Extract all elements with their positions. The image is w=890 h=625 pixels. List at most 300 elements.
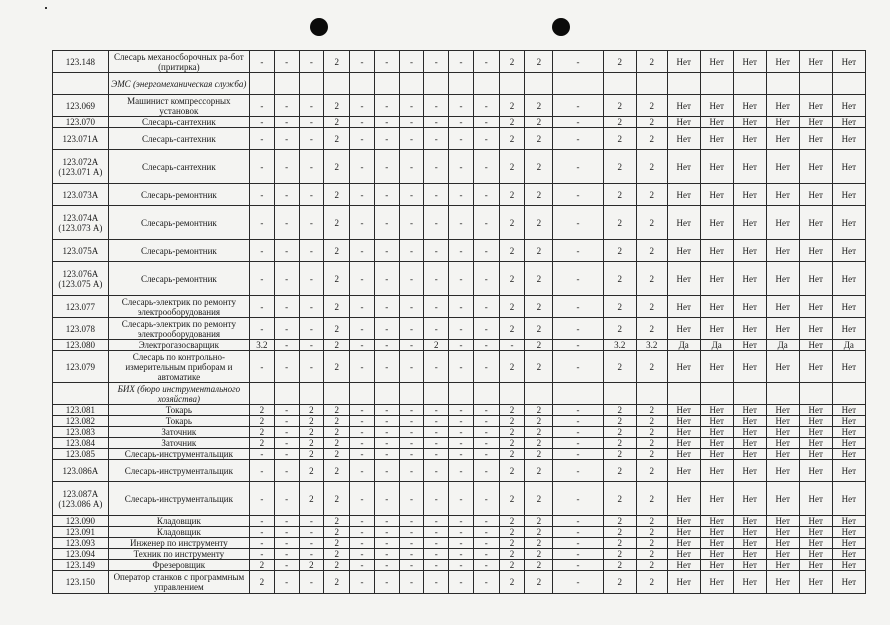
value-cell: - [274,351,299,383]
cell-empty [636,383,667,405]
value-cell: - [350,460,375,482]
value-cell: 2 [603,549,636,560]
value-cell: Нет [733,206,766,240]
value-cell: Нет [832,405,865,416]
value-cell: Нет [799,538,832,549]
value-cell: 2 [324,318,350,340]
value-cell: Нет [667,206,700,240]
value-cell: Нет [700,516,733,527]
value-cell: - [424,296,449,318]
value-cell: Нет [667,318,700,340]
value-cell: Нет [799,206,832,240]
value-cell: - [374,340,399,351]
value-cell: - [399,449,424,460]
value-cell: Нет [766,206,799,240]
value-cell: - [424,516,449,527]
value-cell: - [399,405,424,416]
value-cell: Нет [766,571,799,594]
value-cell: - [473,318,499,340]
cell-empty [399,383,424,405]
value-cell: - [553,184,604,206]
value-cell: - [350,117,375,128]
value-cell: 2 [324,527,350,538]
value-cell: - [350,296,375,318]
value-cell: 2 [499,405,525,416]
value-cell: - [350,482,375,516]
value-cell: 2 [324,438,350,449]
value-cell: Нет [799,240,832,262]
value-cell: 2 [299,449,324,460]
value-cell: - [350,416,375,427]
value-cell: Нет [832,206,865,240]
value-cell: 2 [525,150,553,184]
value-cell: Да [667,340,700,351]
value-cell: 2 [324,51,350,73]
value-cell: 2 [525,416,553,427]
value-cell: - [350,449,375,460]
value-cell: 2 [636,240,667,262]
value-cell: 2 [636,449,667,460]
value-cell: 2 [250,560,275,571]
value-cell: 2 [324,427,350,438]
value-cell: - [299,351,324,383]
value-cell: Нет [733,538,766,549]
value-cell: Нет [832,351,865,383]
value-cell: - [399,482,424,516]
table-row [53,449,866,460]
value-cell: Нет [667,184,700,206]
value-cell: Нет [832,150,865,184]
value-cell: 2 [525,351,553,383]
value-cell: - [553,416,604,427]
value-cell: - [274,571,299,594]
value-cell: 2 [603,405,636,416]
value-cell: - [374,318,399,340]
value-cell: - [424,571,449,594]
value-cell: - [274,117,299,128]
value-cell: Нет [799,416,832,427]
profession-name: Слесарь-сантехник [108,128,249,150]
value-cell: Нет [700,416,733,427]
value-cell: Нет [799,516,832,527]
value-cell: - [399,296,424,318]
value-cell: 2 [499,351,525,383]
value-cell: 2 [499,438,525,449]
value-cell: - [350,340,375,351]
value-cell: Нет [766,51,799,73]
profession-name: Токарь [108,405,249,416]
value-cell: - [374,296,399,318]
table-row [53,571,866,594]
cell-empty [766,383,799,405]
value-cell: 2 [324,416,350,427]
value-cell: Нет [766,516,799,527]
value-cell: Нет [667,571,700,594]
value-cell: 2 [499,427,525,438]
value-cell: 2 [636,262,667,296]
table-row [53,128,866,150]
value-cell: - [424,184,449,206]
value-cell: 2 [603,206,636,240]
value-cell: Нет [832,482,865,516]
value-cell: Нет [733,416,766,427]
value-cell: - [424,128,449,150]
value-cell: - [473,351,499,383]
value-cell: 2 [324,549,350,560]
value-cell: Нет [799,460,832,482]
value-cell: - [553,95,604,117]
value-cell: - [449,117,474,128]
value-cell: - [449,571,474,594]
profession-name: Кладовщик [108,516,249,527]
value-cell: 2 [499,527,525,538]
cell-empty [799,73,832,95]
value-cell: - [374,150,399,184]
value-cell: - [350,206,375,240]
row-code: 123.094 [53,549,109,560]
row-code: 123.069 [53,95,109,117]
value-cell: - [553,262,604,296]
profession-name: Фрезеровщик [108,560,249,571]
table-row [53,427,866,438]
value-cell: Нет [832,427,865,438]
table-row [53,351,866,383]
profession-name: Слесарь-ремонтник [108,206,249,240]
cell-empty [603,73,636,95]
value-cell: - [399,206,424,240]
value-cell: Нет [832,117,865,128]
value-cell: - [424,427,449,438]
value-cell: 2 [499,240,525,262]
value-cell: 3.2 [636,340,667,351]
value-cell: 2 [603,516,636,527]
value-cell: 2 [525,296,553,318]
value-cell: - [473,51,499,73]
value-cell: 2 [603,117,636,128]
value-cell: 2 [499,482,525,516]
value-cell: Нет [667,460,700,482]
cell-empty [449,383,474,405]
value-cell: - [424,240,449,262]
table-row [53,240,866,262]
value-cell: - [473,460,499,482]
value-cell: - [473,527,499,538]
value-cell: - [449,405,474,416]
value-cell: - [449,460,474,482]
value-cell: - [473,206,499,240]
value-cell: - [399,516,424,527]
value-cell: - [274,549,299,560]
profession-name: Кладовщик [108,527,249,538]
value-cell: Нет [832,460,865,482]
value-cell: 2 [636,128,667,150]
value-cell: - [399,538,424,549]
value-cell: - [473,560,499,571]
value-cell: - [553,427,604,438]
value-cell: - [399,427,424,438]
cell-empty [424,383,449,405]
value-cell: - [473,184,499,206]
value-cell: 2 [499,516,525,527]
cell-empty [766,73,799,95]
value-cell: 2 [636,117,667,128]
value-cell: Нет [667,549,700,560]
cell-empty [473,73,499,95]
row-code: 123.078 [53,318,109,340]
value-cell: - [274,527,299,538]
value-cell: - [274,538,299,549]
value-cell: 2 [636,184,667,206]
value-cell: - [274,206,299,240]
value-cell: - [374,427,399,438]
cell-empty [350,383,375,405]
value-cell: - [449,538,474,549]
value-cell: 2 [525,571,553,594]
value-cell: 2 [603,427,636,438]
value-cell: - [553,340,604,351]
value-cell: - [449,427,474,438]
table-row [53,516,866,527]
value-cell: - [350,351,375,383]
value-cell: - [350,95,375,117]
value-cell: - [553,549,604,560]
cell-empty [553,73,604,95]
cell-empty [274,73,299,95]
value-cell: Нет [667,449,700,460]
profession-name: Заточник [108,438,249,449]
cell-empty [525,73,553,95]
value-cell: - [424,351,449,383]
value-cell: - [399,438,424,449]
value-cell: 2 [250,416,275,427]
value-cell: Нет [766,549,799,560]
row-code: 123.073А [53,184,109,206]
value-cell: 2 [499,460,525,482]
value-cell: - [449,296,474,318]
value-cell: - [350,405,375,416]
value-cell: Нет [733,571,766,594]
value-cell: Нет [799,405,832,416]
value-cell: 2 [603,351,636,383]
row-code: 123.083 [53,427,109,438]
value-cell: 2 [636,296,667,318]
cell-empty [350,73,375,95]
value-cell: - [299,240,324,262]
value-cell: - [350,527,375,538]
value-cell: 2 [525,95,553,117]
value-cell: Нет [766,416,799,427]
value-cell: 2 [636,438,667,449]
work-conditions-table [52,50,866,594]
table-row [53,438,866,449]
cell-empty [667,383,700,405]
value-cell: - [350,560,375,571]
value-cell: - [553,117,604,128]
profession-name: Слесарь-инструментальщик [108,449,249,460]
value-cell: Нет [733,95,766,117]
value-cell: Нет [799,262,832,296]
profession-name: Техник по инструменту [108,549,249,560]
cell-empty [636,73,667,95]
value-cell: Нет [766,527,799,538]
table-row [53,150,866,184]
value-cell: - [424,560,449,571]
value-cell: Нет [700,549,733,560]
profession-name: Оператор станков с программным управлением [108,571,249,594]
value-cell: - [250,318,275,340]
value-cell: Нет [700,571,733,594]
value-cell: - [449,438,474,449]
value-cell: - [350,128,375,150]
value-cell: Нет [766,351,799,383]
value-cell: - [250,482,275,516]
value-cell: Нет [799,340,832,351]
value-cell: - [473,571,499,594]
value-cell: - [250,296,275,318]
value-cell: - [553,206,604,240]
value-cell: Нет [733,318,766,340]
value-cell: 2 [636,318,667,340]
value-cell: Нет [700,184,733,206]
value-cell: - [374,571,399,594]
value-cell: - [424,95,449,117]
value-cell: 2 [603,296,636,318]
value-cell: Нет [832,262,865,296]
value-cell: 2 [525,538,553,549]
row-code: 123.081 [53,405,109,416]
row-code: 123.086А [53,460,109,482]
value-cell: Нет [766,128,799,150]
table-row [53,51,866,73]
value-cell: - [374,240,399,262]
value-cell: - [449,206,474,240]
value-cell: Нет [832,416,865,427]
row-code: 123.148 [53,51,109,73]
punch-hole-left [310,18,328,36]
value-cell: Нет [667,128,700,150]
value-cell: - [473,240,499,262]
value-cell: 2 [525,560,553,571]
value-cell: Нет [832,128,865,150]
value-cell: 2 [636,527,667,538]
value-cell: Нет [700,95,733,117]
value-cell: 2 [636,560,667,571]
value-cell: Нет [799,128,832,150]
value-cell: 2 [636,482,667,516]
value-cell: 2 [525,318,553,340]
value-cell: Нет [700,206,733,240]
value-cell: 2 [299,438,324,449]
value-cell: - [250,206,275,240]
value-cell: Нет [799,150,832,184]
value-cell: - [299,128,324,150]
value-cell: Нет [799,184,832,206]
value-cell: - [350,427,375,438]
value-cell: Нет [733,296,766,318]
value-cell: 2 [636,516,667,527]
value-cell: Нет [766,438,799,449]
value-cell: - [299,150,324,184]
value-cell: - [553,150,604,184]
value-cell: Нет [766,482,799,516]
value-cell: - [449,318,474,340]
value-cell: - [250,117,275,128]
value-cell: - [299,296,324,318]
value-cell: - [449,482,474,516]
value-cell: - [274,318,299,340]
value-cell: Нет [667,427,700,438]
profession-name: Слесарь-сантехник [108,117,249,128]
value-cell: Нет [733,527,766,538]
value-cell: - [449,240,474,262]
value-cell: 2 [603,449,636,460]
value-cell: 2 [299,482,324,516]
value-cell: - [250,262,275,296]
value-cell: - [250,240,275,262]
value-cell: - [553,405,604,416]
profession-name: Заточник [108,427,249,438]
value-cell: - [299,318,324,340]
value-cell: - [299,117,324,128]
value-cell: 2 [299,405,324,416]
value-cell: - [553,438,604,449]
value-cell: Нет [832,95,865,117]
value-cell: 2 [636,427,667,438]
value-cell: Нет [799,449,832,460]
row-code: 123.087А (123.086 А) [53,482,109,516]
value-cell: - [299,340,324,351]
value-cell: 2 [324,150,350,184]
profession-name: Инженер по инструменту [108,538,249,549]
value-cell: 2 [525,51,553,73]
value-cell: - [250,527,275,538]
value-cell: - [553,571,604,594]
value-cell: Нет [667,95,700,117]
cell-empty [553,383,604,405]
value-cell: - [449,560,474,571]
value-cell: - [473,449,499,460]
value-cell: Нет [667,560,700,571]
value-cell: Нет [733,549,766,560]
value-cell: - [274,460,299,482]
value-cell: 2 [324,262,350,296]
cell-empty [499,383,525,405]
profession-name: Слесарь-сантехник [108,150,249,184]
value-cell: - [374,438,399,449]
value-cell: - [424,482,449,516]
section-title: ЭМС (энергомеханическая служба) [108,73,249,95]
value-cell: Нет [733,184,766,206]
row-code: 123.071А [53,128,109,150]
cell-empty [250,383,275,405]
value-cell: - [299,527,324,538]
value-cell: 2 [499,184,525,206]
value-cell: 2 [525,240,553,262]
row-code: 123.082 [53,416,109,427]
profession-name: Слесарь механосборочных ра-бот (притирка) [108,51,249,73]
value-cell: 2 [499,571,525,594]
value-cell: 2 [499,128,525,150]
value-cell: - [350,571,375,594]
value-cell: Нет [667,438,700,449]
value-cell: Нет [733,128,766,150]
value-cell: Нет [700,527,733,538]
value-cell: 2 [603,184,636,206]
value-cell: 3.2 [603,340,636,351]
value-cell: - [250,449,275,460]
value-cell: 2 [525,427,553,438]
value-cell: - [473,482,499,516]
